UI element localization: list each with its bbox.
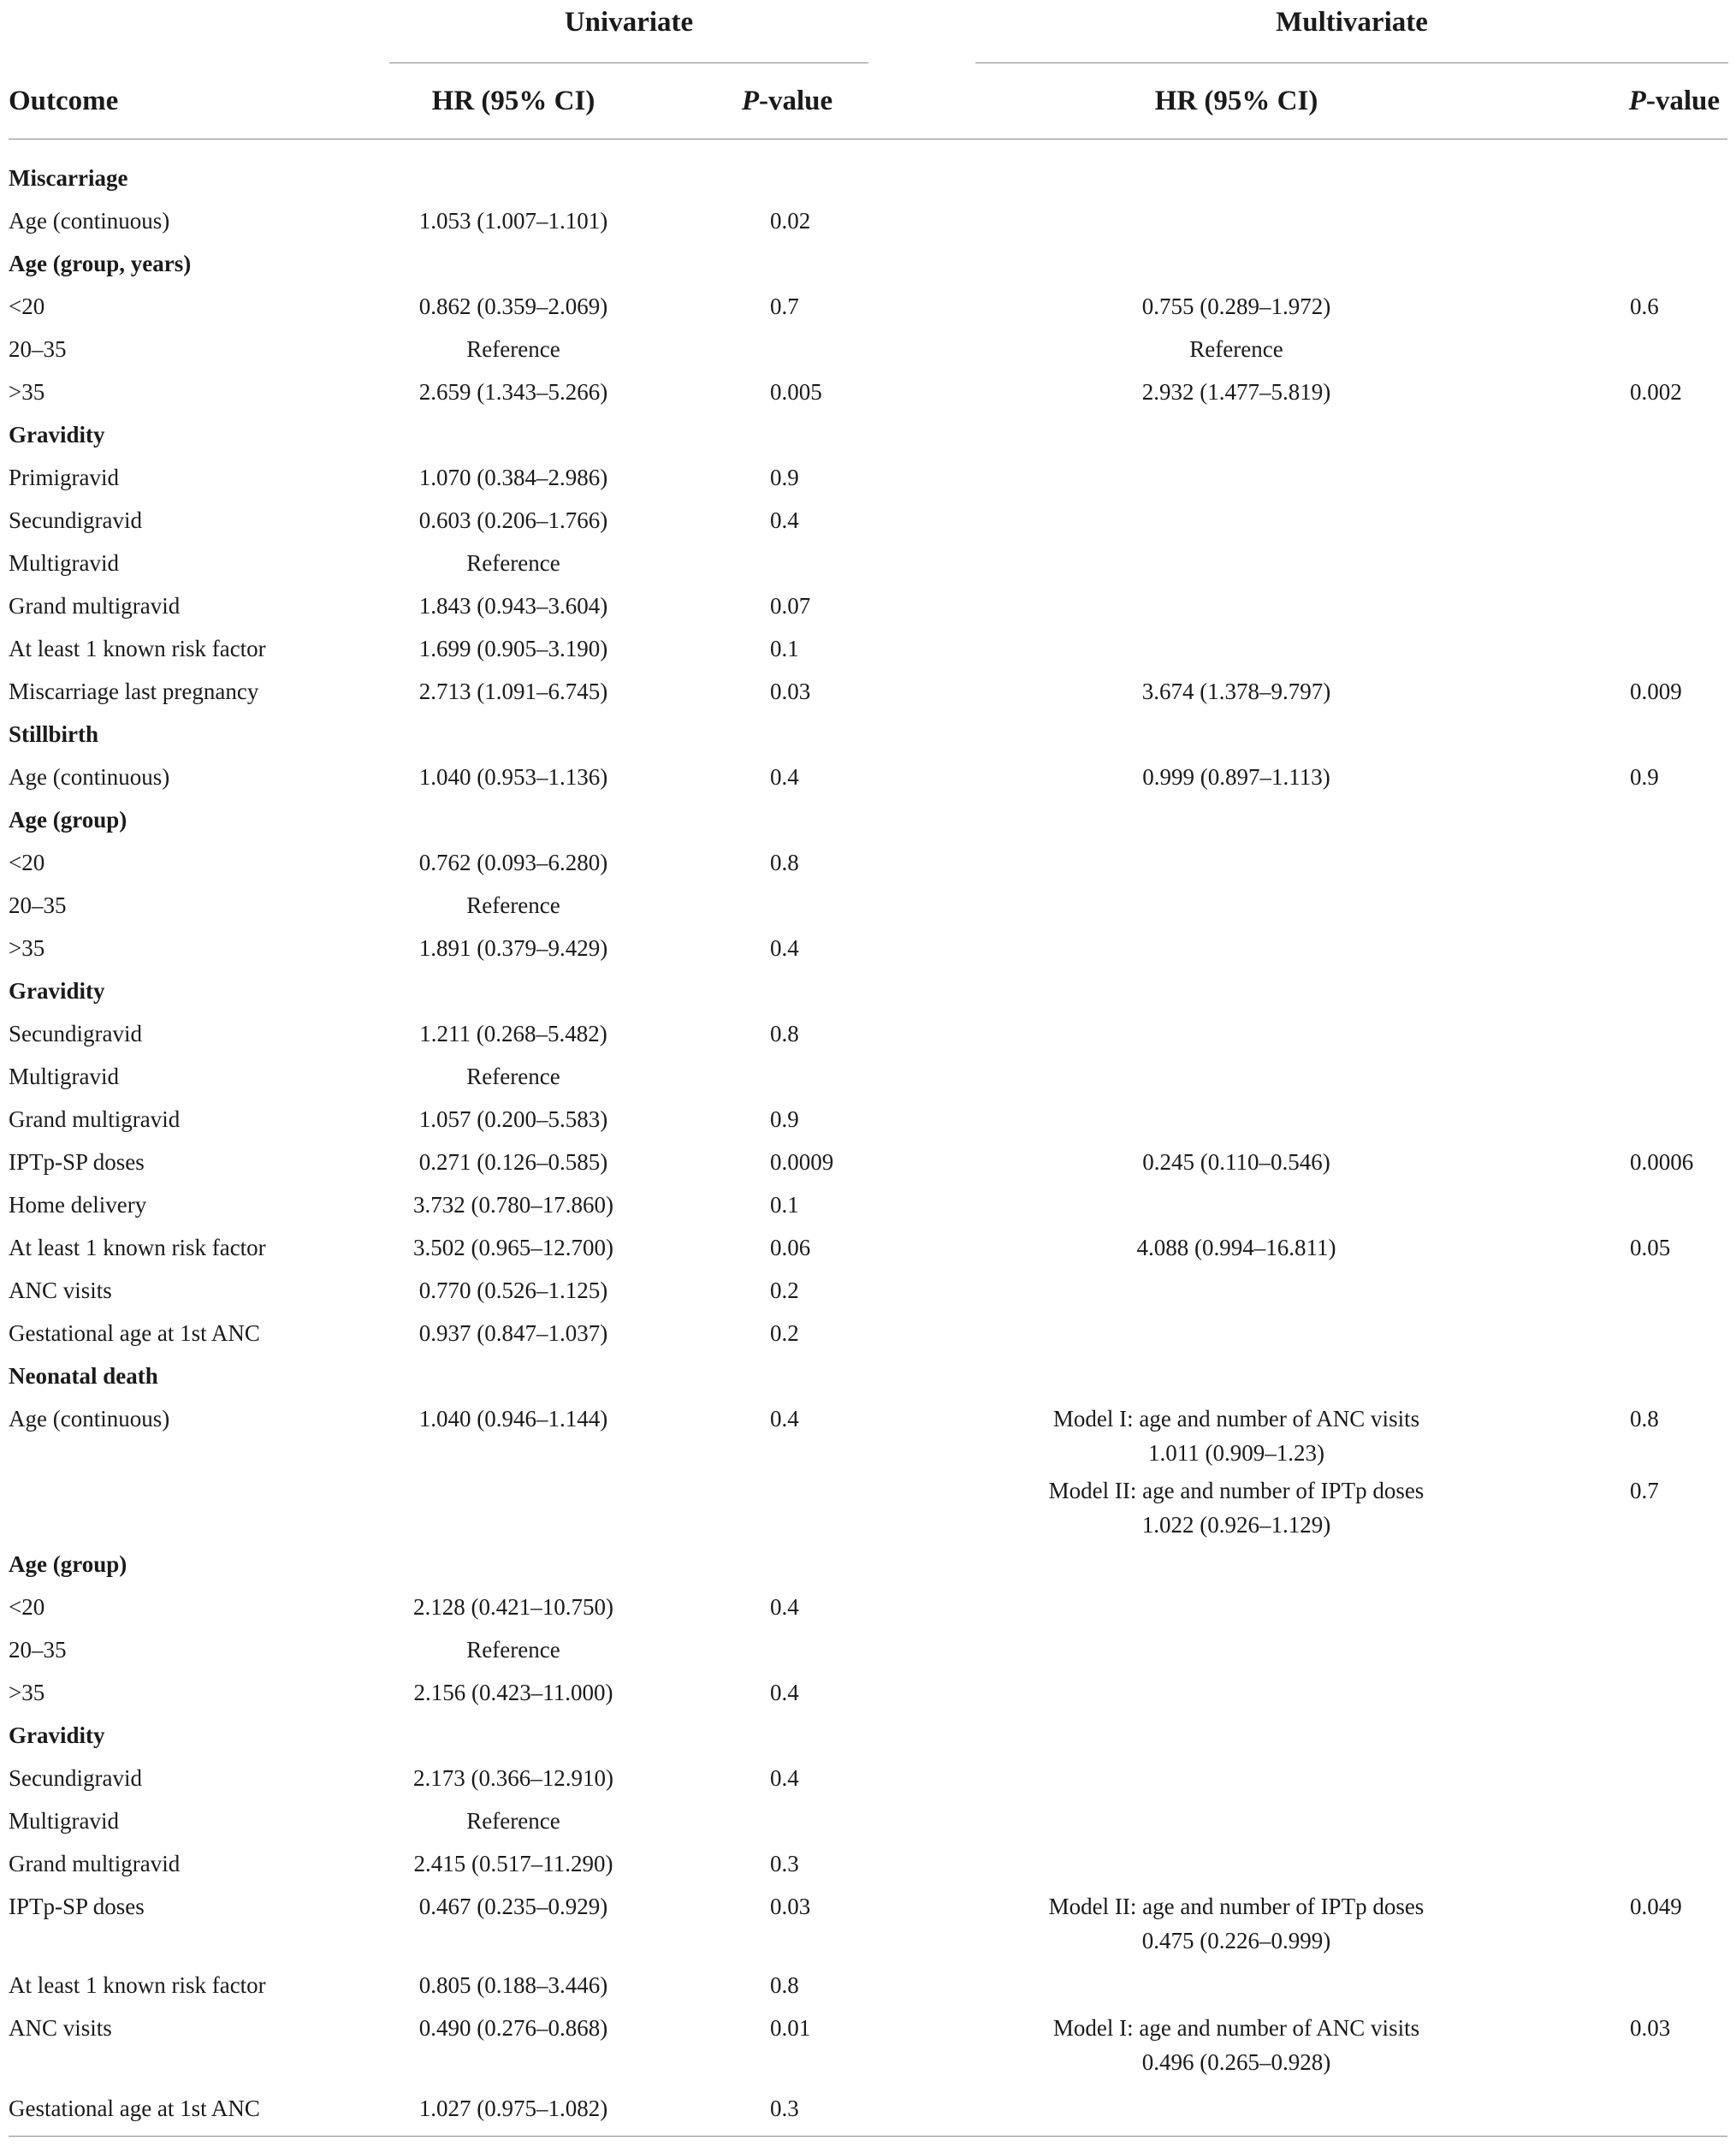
table-row xyxy=(0,1149,1736,1187)
univariate-hr-cell: 1.843 (0.943–3.604) xyxy=(418,593,608,619)
univariate-p-value-cell: 0.8 xyxy=(770,1021,799,1046)
univariate-hr-cell: 1.053 (1.007–1.101) xyxy=(418,208,608,234)
row-label: Gravidity xyxy=(9,1722,105,1748)
row-label: Neonatal death xyxy=(9,1363,158,1389)
multivariate-hr-cell: Model II: age and number of IPTp doses xyxy=(1048,1894,1425,1919)
row-label: Age (continuous) xyxy=(9,1406,170,1432)
univariate-p-value-cell: 0.3 xyxy=(770,1851,799,1876)
univariate-p-value-cell: 0.07 xyxy=(770,593,811,619)
table-row xyxy=(0,2015,1736,2075)
multivariate-p-value-cell: 0.049 xyxy=(1630,1894,1682,1919)
row-label: Primigravid xyxy=(9,465,119,490)
table-row xyxy=(0,336,1736,374)
univariate-p-value-cell: 0.2 xyxy=(770,1278,799,1303)
table-row xyxy=(0,593,1736,631)
row-label: 20–35 xyxy=(9,336,67,362)
univariate-hr-cell: 0.937 (0.847–1.037) xyxy=(418,1320,608,1346)
section-row xyxy=(0,1363,1736,1401)
section-row xyxy=(0,1551,1736,1589)
table-row xyxy=(0,1021,1736,1058)
univariate-p-value-cell: 0.1 xyxy=(770,636,799,661)
univariate-hr-cell: 3.502 (0.965–12.700) xyxy=(413,1235,613,1260)
univariate-group-header: Univariate xyxy=(564,7,694,38)
multivariate-hr-cell: 3.674 (1.378–9.797) xyxy=(1141,679,1331,704)
p-value-suffix: -value xyxy=(759,86,833,116)
multivariate-group-header: Multivariate xyxy=(1276,7,1428,38)
univariate-hr-column-header: HR (95% CI) xyxy=(431,86,595,116)
row-label: Gestational age at 1st ANC xyxy=(9,1320,260,1346)
row-label: Age (group) xyxy=(9,1551,127,1577)
table-row xyxy=(0,1637,1736,1675)
row-label: Gravidity xyxy=(9,978,105,1004)
univariate-hr-cell: 2.173 (0.366–12.910) xyxy=(413,1765,613,1791)
univariate-p-value-cell: 0.4 xyxy=(770,507,799,533)
section-row xyxy=(0,978,1736,1016)
multivariate-hr-cell: 0.999 (0.897–1.113) xyxy=(1142,764,1330,790)
univariate-p-value-cell: 0.4 xyxy=(770,1765,799,1791)
multivariate-hr-cell: Reference xyxy=(1189,336,1283,362)
univariate-p-value-cell: 0.8 xyxy=(770,850,799,875)
row-label: Secundigravid xyxy=(9,1765,142,1791)
multivariate-hr-cell: 2.932 (1.477–5.819) xyxy=(1141,379,1331,405)
univariate-p-value-cell: 0.03 xyxy=(770,679,811,704)
row-label: 20–35 xyxy=(9,1637,67,1663)
univariate-hr-cell: 2.156 (0.423–11.000) xyxy=(413,1680,613,1705)
table-row xyxy=(0,1894,1736,1953)
univariate-p-value-cell: 0.9 xyxy=(770,465,799,490)
table-row xyxy=(0,550,1736,588)
row-label: Age (group) xyxy=(9,807,127,833)
multivariate-p-value-cell: 0.8 xyxy=(1630,1406,1659,1432)
table-row xyxy=(0,1235,1736,1272)
univariate-p-value-cell: 0.2 xyxy=(770,1320,799,1346)
multivariate-p-value-cell: 0.9 xyxy=(1630,764,1659,790)
univariate-hr-cell: 1.211 (0.268–5.482) xyxy=(419,1021,607,1046)
row-label: Stillbirth xyxy=(9,721,99,747)
univariate-hr-cell: 1.070 (0.384–2.986) xyxy=(418,465,608,490)
row-label: Multigravid xyxy=(9,1808,119,1834)
table-row xyxy=(0,1765,1736,1803)
multivariate-p-value-cell: 0.6 xyxy=(1630,293,1659,319)
univariate-hr-cell: 2.128 (0.421–10.750) xyxy=(413,1594,613,1620)
row-label: <20 xyxy=(9,850,45,875)
multivariate-p-value-cell: 0.05 xyxy=(1630,1235,1671,1260)
row-label: 20–35 xyxy=(9,892,67,918)
row-label: ANC visits xyxy=(9,2015,112,2041)
table-row xyxy=(0,1972,1736,2010)
univariate-hr-cell: 1.040 (0.946–1.144) xyxy=(418,1406,608,1432)
section-row xyxy=(0,251,1736,288)
univariate-hr-cell: 1.040 (0.953–1.136) xyxy=(418,764,608,790)
row-label: >35 xyxy=(9,379,45,405)
row-label: Age (continuous) xyxy=(9,208,170,234)
row-label: <20 xyxy=(9,293,45,319)
row-label: Grand multigravid xyxy=(9,593,181,619)
row-label: Miscarriage last pregnancy xyxy=(9,679,259,704)
p-value-suffix: -value xyxy=(1645,86,1720,116)
row-label: >35 xyxy=(9,935,45,961)
univariate-p-value-cell: 0.0009 xyxy=(770,1149,834,1175)
table-row xyxy=(0,1851,1736,1888)
row-label: Secundigravid xyxy=(9,507,142,533)
multivariate-p-value-cell: 0.03 xyxy=(1630,2015,1671,2041)
univariate-p-value-cell: 0.9 xyxy=(770,1106,799,1132)
univariate-p-value-cell: 0.4 xyxy=(770,764,799,790)
table-row xyxy=(0,636,1736,673)
univariate-hr-cell: 1.027 (0.975–1.082) xyxy=(418,2096,608,2121)
univariate-hr-cell: 1.057 (0.200–5.583) xyxy=(418,1106,608,1132)
table-row xyxy=(0,1406,1736,1466)
multivariate-hr-ci-cell: 1.011 (0.909–1.23) xyxy=(1148,1440,1324,1466)
univariate-hr-cell: 0.762 (0.093–6.280) xyxy=(418,850,608,875)
row-label: Secundigravid xyxy=(9,1021,142,1046)
univariate-hr-cell: 2.659 (1.343–5.266) xyxy=(418,379,608,405)
section-row xyxy=(0,721,1736,759)
table-row xyxy=(0,1192,1736,1230)
univariate-p-value-cell: 0.1 xyxy=(770,1192,799,1218)
univariate-hr-cell: 0.862 (0.359–2.069) xyxy=(418,293,608,319)
univariate-hr-cell: 0.805 (0.188–3.446) xyxy=(418,1972,608,1998)
row-label: Gestational age at 1st ANC xyxy=(9,2096,260,2121)
univariate-hr-cell: Reference xyxy=(466,1808,560,1834)
multivariate-hr-ci-cell: 0.496 (0.265–0.928) xyxy=(1141,2049,1331,2075)
table-row xyxy=(0,379,1736,417)
row-label: At least 1 known risk factor xyxy=(9,636,266,661)
table-row xyxy=(0,465,1736,502)
univariate-p-value-cell: 0.4 xyxy=(770,935,799,961)
table-row xyxy=(0,1478,1736,1538)
univariate-hr-cell: 2.415 (0.517–11.290) xyxy=(413,1851,613,1876)
univariate-p-value-cell: 0.8 xyxy=(770,1972,799,1998)
multivariate-hr-ci-cell: 1.022 (0.926–1.129) xyxy=(1141,1512,1331,1538)
section-row xyxy=(0,165,1736,203)
row-label: ANC visits xyxy=(9,1278,112,1303)
row-label: IPTp-SP doses xyxy=(9,1894,145,1919)
row-label: Grand multigravid xyxy=(9,1851,181,1876)
univariate-p-value-cell: 0.005 xyxy=(770,379,822,405)
table-row xyxy=(0,507,1736,545)
univariate-hr-cell: 0.271 (0.126–0.585) xyxy=(418,1149,608,1175)
table-row xyxy=(0,1106,1736,1144)
univariate-p-value-cell: 0.02 xyxy=(770,208,811,234)
row-label: <20 xyxy=(9,1594,45,1620)
row-label: Multigravid xyxy=(9,550,119,576)
multivariate-p-value-cell: 0.7 xyxy=(1630,1478,1659,1503)
row-label: IPTp-SP doses xyxy=(9,1149,145,1175)
p-italic-letter: P xyxy=(1628,86,1646,116)
multivariate-hr-cell: Model I: age and number of ANC visits xyxy=(1052,2015,1420,2041)
table-row xyxy=(0,1680,1736,1717)
univariate-p-value-cell: 0.4 xyxy=(770,1680,799,1705)
multivariate-hr-cell: 4.088 (0.994–16.811) xyxy=(1136,1235,1336,1260)
multivariate-p-value-cell: 0.002 xyxy=(1630,379,1682,405)
multivariate-hr-cell: 0.755 (0.289–1.972) xyxy=(1141,293,1331,319)
univariate-p-value-cell: 0.4 xyxy=(770,1406,799,1432)
table-row xyxy=(0,1064,1736,1101)
univariate-hr-cell: 0.603 (0.206–1.766) xyxy=(418,507,608,533)
row-label: Gravidity xyxy=(9,422,105,448)
section-row xyxy=(0,807,1736,845)
p-italic-letter: P xyxy=(741,86,759,116)
univariate-hr-cell: 2.713 (1.091–6.745) xyxy=(418,679,608,704)
table-row xyxy=(0,679,1736,716)
multivariate-p-value-cell: 0.009 xyxy=(1630,679,1682,704)
row-label: At least 1 known risk factor xyxy=(9,1972,266,1998)
univariate-hr-cell: 0.770 (0.526–1.125) xyxy=(418,1278,608,1303)
row-label: Age (group, years) xyxy=(9,251,192,276)
table-row xyxy=(0,293,1736,331)
row-label: Miscarriage xyxy=(9,165,128,191)
table-row xyxy=(0,1278,1736,1315)
multivariate-hr-column-header: HR (95% CI) xyxy=(1154,86,1318,116)
multivariate-hr-cell: Model II: age and number of IPTp doses xyxy=(1048,1478,1425,1503)
table-row xyxy=(0,1594,1736,1632)
univariate-hr-cell: Reference xyxy=(466,1637,560,1663)
univariate-hr-cell: 0.467 (0.235–0.929) xyxy=(418,1894,608,1919)
univariate-p-value-cell: 0.4 xyxy=(770,1594,799,1620)
univariate-hr-cell: Reference xyxy=(466,892,560,918)
row-label: Multigravid xyxy=(9,1064,119,1089)
section-row xyxy=(0,1722,1736,1760)
multivariate-hr-cell: 0.245 (0.110–0.546) xyxy=(1142,1149,1330,1175)
univariate-p-value-cell: 0.7 xyxy=(770,293,799,319)
multivariate-hr-ci-cell: 0.475 (0.226–0.999) xyxy=(1141,1928,1331,1953)
row-label: At least 1 known risk factor xyxy=(9,1235,266,1260)
table-row xyxy=(0,1808,1736,1846)
table-row xyxy=(0,935,1736,973)
univariate-p-value-cell: 0.01 xyxy=(770,2015,811,2041)
table-row xyxy=(0,850,1736,887)
univariate-hr-cell: 0.490 (0.276–0.868) xyxy=(418,2015,608,2041)
univariate-p-value-cell: 0.3 xyxy=(770,2096,799,2121)
multivariate-hr-cell: Model I: age and number of ANC visits xyxy=(1052,1406,1420,1432)
univariate-hr-cell: 3.732 (0.780–17.860) xyxy=(413,1192,613,1218)
univariate-hr-cell: 1.699 (0.905–3.190) xyxy=(418,636,608,661)
table-row xyxy=(0,208,1736,246)
table-row xyxy=(0,1320,1736,1358)
row-label: Home delivery xyxy=(9,1192,147,1218)
outcome-column-header: Outcome xyxy=(9,86,119,116)
multivariate-p-value-cell: 0.0006 xyxy=(1630,1149,1694,1175)
row-label: Grand multigravid xyxy=(9,1106,181,1132)
table-row xyxy=(0,892,1736,930)
univariate-hr-cell: Reference xyxy=(466,550,560,576)
table-row xyxy=(0,764,1736,802)
univariate-p-value-cell: 0.03 xyxy=(770,1894,811,1919)
section-row xyxy=(0,422,1736,459)
univariate-hr-cell: Reference xyxy=(466,336,560,362)
row-label: >35 xyxy=(9,1680,45,1705)
univariate-p-value-cell: 0.06 xyxy=(770,1235,811,1260)
row-label: Age (continuous) xyxy=(9,764,170,790)
table-bottom-rule xyxy=(9,2136,1727,2137)
univariate-hr-cell: Reference xyxy=(466,1064,560,1089)
table-row xyxy=(0,2096,1736,2133)
univariate-hr-cell: 1.891 (0.379–9.429) xyxy=(418,935,608,961)
